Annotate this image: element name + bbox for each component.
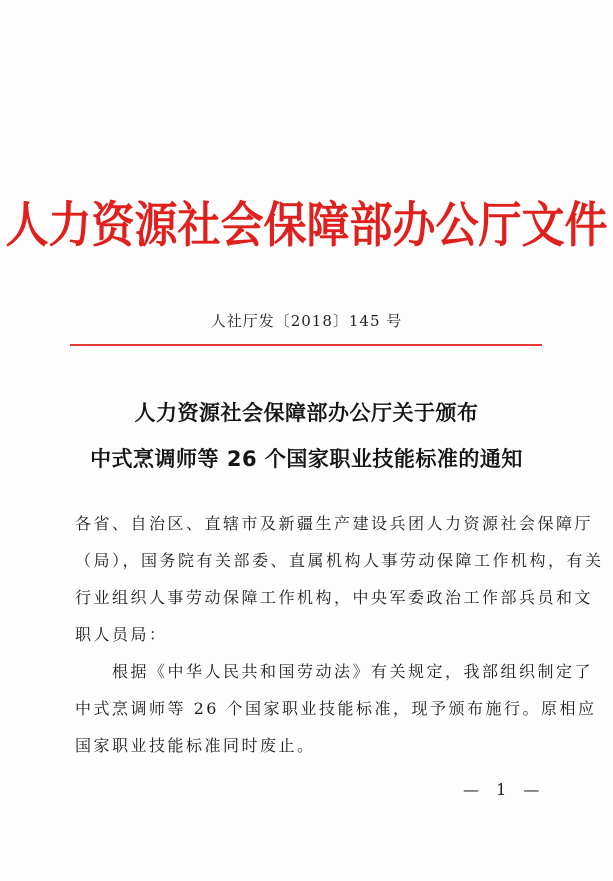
body-line: 国家职业技能标准同时废止。 (75, 736, 316, 755)
body-line: （局），国务院有关部委、直属机构人事劳动保障工作机构，有关 (75, 551, 604, 570)
body-line: 根据《中华人民共和国劳动法》有关规定，我部组织制定了 (75, 662, 594, 681)
notice-title-line-1: 人力资源社会保障部办公厅关于颁布 (134, 401, 479, 425)
body-line: 中式烹调师等 26 个国家职业技能标准，现予颁布施行。原相应 (75, 699, 597, 718)
body-line: 职人员局： (75, 625, 168, 644)
notice-title-line-2: 中式烹调师等 26 个国家职业技能标准的通知 (90, 447, 523, 471)
document-number: 人社厅发〔2018〕145 号 (210, 312, 403, 330)
body-line: 行业组织人事劳动保障工作机构，中央军委政治工作部兵员和文 (75, 588, 594, 607)
body-line: 各省、自治区、直辖市及新疆生产建设兵团人力资源社会保障厅 (75, 514, 594, 533)
red-divider-line (70, 344, 542, 346)
issuer-header: 人力资源社会保障部办公厅文件 (5, 198, 608, 254)
page-number: — 1 — (463, 780, 546, 799)
